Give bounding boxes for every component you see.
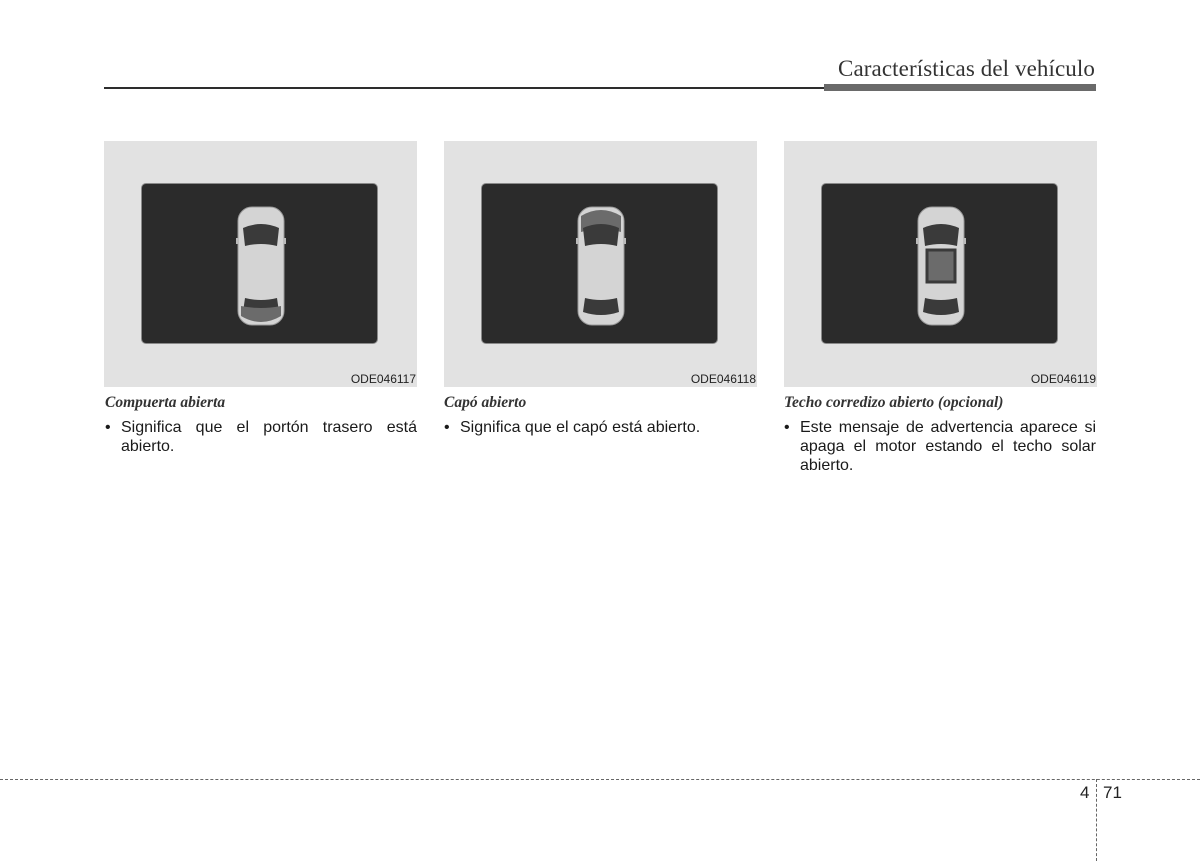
display-screen — [821, 183, 1058, 344]
section-caption: Capó abierto — [444, 394, 527, 411]
bullet-text: Este mensaje de advertencia aparece si apaga el motor estando el techo solar abierto. — [800, 419, 1096, 474]
car-topview-icon — [235, 206, 287, 326]
footer-vertical-rule — [1096, 779, 1097, 861]
figure-code: ODE046117 — [350, 372, 416, 386]
bullet-item — [444, 418, 756, 437]
display-screen — [481, 183, 718, 344]
car-topview-icon — [915, 206, 967, 326]
figure-trunk-open — [104, 141, 417, 387]
figure-code: ODE046118 — [690, 372, 756, 386]
car-topview-icon — [575, 206, 627, 326]
bullet-text: Significa que el portón trasero está abierto. — [121, 419, 417, 455]
figure-sunroof-open — [784, 141, 1097, 387]
figure-code: ODE046119 — [1030, 372, 1096, 386]
bullet-dot: • — [784, 419, 790, 436]
section-caption: Compuerta abierta — [105, 394, 226, 411]
figure-hood-open — [444, 141, 757, 387]
bullet-dot: • — [105, 419, 111, 436]
display-screen — [141, 183, 378, 344]
header-rule-accent — [824, 84, 1096, 91]
bullet-item — [105, 418, 417, 456]
page-number: 71 — [1103, 783, 1122, 802]
footer-dashed-rule — [0, 779, 1200, 780]
section-caption: Techo corredizo abierto (opcional) — [784, 394, 1004, 411]
header-title: Características del vehículo — [838, 56, 1095, 81]
bullet-text: Significa que el capó está abierto. — [460, 419, 701, 436]
chapter-number: 4 — [1080, 783, 1090, 802]
bullet-item — [784, 418, 1096, 475]
bullet-dot: • — [444, 419, 450, 436]
